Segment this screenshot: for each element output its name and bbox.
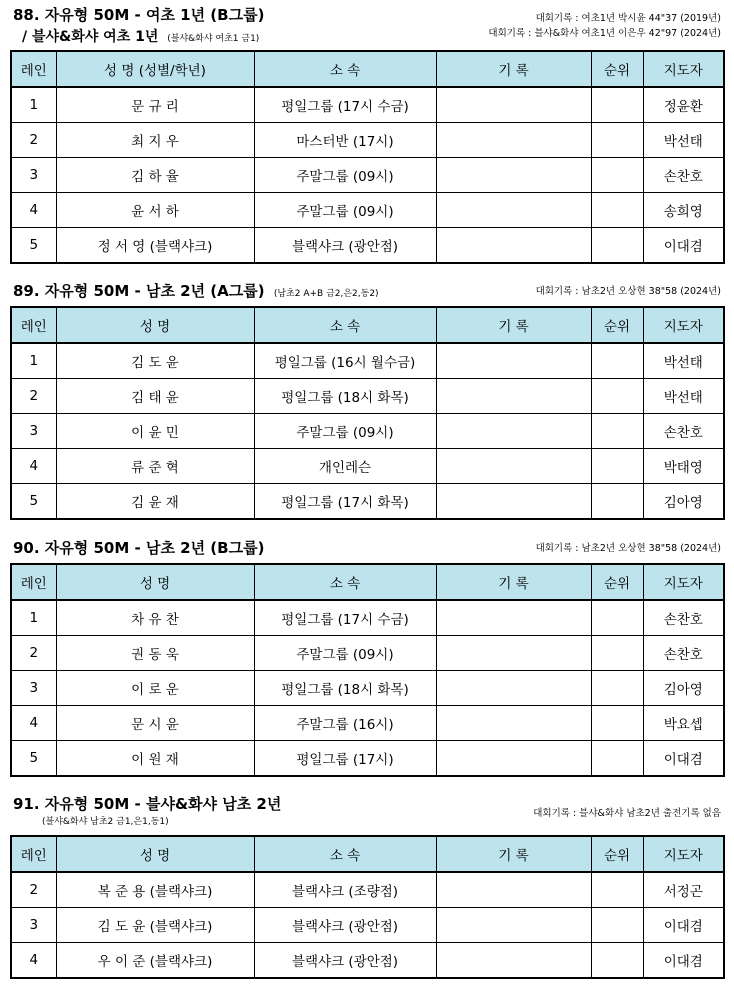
name-cell: 김 태 윤 (56, 379, 254, 414)
table-row (11, 343, 724, 379)
rank-cell (591, 379, 643, 414)
record-cell (436, 228, 591, 264)
coach-cell: 손찬호 (643, 414, 724, 449)
team-cell: 평일그룹 (18시 화목) (254, 671, 436, 706)
name-cell: 김 윤 재 (56, 484, 254, 520)
table-row (11, 600, 724, 636)
col-rank: 순위 (591, 307, 643, 343)
lane-cell: 3 (11, 908, 56, 943)
name-cell: 윤 서 하 (56, 193, 254, 228)
rank-cell (591, 414, 643, 449)
table-row (11, 379, 724, 414)
heat-table (10, 835, 725, 979)
team-cell: 블랙샤크 (조량점) (254, 872, 436, 908)
table-row (11, 872, 724, 908)
rank-cell (591, 706, 643, 741)
table-row (11, 636, 724, 671)
record-cell (436, 706, 591, 741)
coach-cell: 박선태 (643, 343, 724, 379)
coach-cell: 박선태 (643, 379, 724, 414)
event-medal-note: (블샤&화샤 남초2 금1,은1,동1) (42, 817, 169, 827)
name-cell: 문 시 윤 (56, 706, 254, 741)
record-cell (436, 414, 591, 449)
coach-cell: 박태영 (643, 449, 724, 484)
rank-cell (591, 343, 643, 379)
col-team: 소 속 (254, 51, 436, 87)
coach-cell: 이대겸 (643, 908, 724, 943)
name-cell: 김 하 율 (56, 158, 254, 193)
coach-cell: 이대겸 (643, 741, 724, 777)
record-cell (436, 600, 591, 636)
team-cell: 블랙샤크 (광안점) (254, 228, 436, 264)
team-cell: 평일그룹 (18시 화목) (254, 379, 436, 414)
record-cell (436, 343, 591, 379)
team-cell: 블랙샤크 (광안점) (254, 908, 436, 943)
event-subtitle (22, 26, 259, 46)
name-cell: 이 원 재 (56, 741, 254, 777)
coach-cell: 이대겸 (643, 943, 724, 979)
table-row (11, 228, 724, 264)
rank-cell (591, 872, 643, 908)
lane-cell: 2 (11, 636, 56, 671)
table-row (11, 158, 724, 193)
name-cell: 이 윤 민 (56, 414, 254, 449)
lane-cell: 5 (11, 228, 56, 264)
lane-cell: 4 (11, 943, 56, 979)
heat-table (10, 306, 725, 520)
team-cell: 주말그룹 (16시) (254, 706, 436, 741)
name-cell: 김 도 윤 (56, 343, 254, 379)
table-header-row (11, 564, 724, 600)
col-record: 기 록 (436, 51, 591, 87)
meet-record-1: 대회기록 : 여초1년 박시윤 44"37 (2019년) (535, 13, 721, 24)
coach-cell: 손찬호 (643, 636, 724, 671)
lane-cell: 2 (11, 379, 56, 414)
team-cell: 평일그룹 (17시) (254, 741, 436, 777)
table-header-row (11, 307, 724, 343)
record-cell (436, 484, 591, 520)
event-title: 88. 자유형 50M - 여초 1년 (B그룹) (13, 6, 265, 24)
lane-cell: 5 (11, 484, 56, 520)
rank-cell (591, 449, 643, 484)
name-cell: 문 규 리 (56, 87, 254, 123)
name-cell: 복 준 용 (블랙샤크) (56, 872, 254, 908)
col-coach: 지도자 (643, 564, 724, 600)
meet-record-1: 대회기록 : 남초2년 오상현 38"58 (2024년) (535, 543, 721, 554)
col-coach: 지도자 (643, 307, 724, 343)
name-cell: 차 유 찬 (56, 600, 254, 636)
coach-cell: 손찬호 (643, 158, 724, 193)
rank-cell (591, 484, 643, 520)
name-cell: 이 로 운 (56, 671, 254, 706)
col-rank: 순위 (591, 51, 643, 87)
lane-cell: 3 (11, 671, 56, 706)
name-cell: 우 이 준 (블랙샤크) (56, 943, 254, 979)
rank-cell (591, 741, 643, 777)
lane-cell: 2 (11, 872, 56, 908)
rank-cell (591, 600, 643, 636)
heat-table (10, 50, 725, 264)
rank-cell (591, 193, 643, 228)
lane-cell: 4 (11, 193, 56, 228)
rank-cell (591, 943, 643, 979)
col-lane: 레인 (11, 836, 56, 872)
record-cell (436, 636, 591, 671)
team-cell: 평일그룹 (16시 월수금) (254, 343, 436, 379)
record-cell (436, 193, 591, 228)
table-row (11, 671, 724, 706)
col-record: 기 록 (436, 564, 591, 600)
col-name: 성 명 (성별/학년) (56, 51, 254, 87)
team-cell: 주말그룹 (09시) (254, 636, 436, 671)
lane-cell: 5 (11, 741, 56, 777)
col-team: 소 속 (254, 564, 436, 600)
col-record: 기 록 (436, 307, 591, 343)
team-cell: 평일그룹 (17시 수금) (254, 600, 436, 636)
coach-cell: 박요셉 (643, 706, 724, 741)
table-row (11, 741, 724, 777)
col-lane: 레인 (11, 51, 56, 87)
table-row (11, 449, 724, 484)
record-cell (436, 671, 591, 706)
team-cell: 주말그룹 (09시) (254, 193, 436, 228)
rank-cell (591, 228, 643, 264)
col-name: 성 명 (56, 836, 254, 872)
rank-cell (591, 123, 643, 158)
col-team: 소 속 (254, 836, 436, 872)
event-title: 90. 자유형 50M - 남초 2년 (B그룹) (13, 539, 265, 557)
coach-cell: 김아영 (643, 484, 724, 520)
event-subtitle-note: (블샤&화샤 여초1 금1) (167, 34, 260, 44)
lane-cell: 1 (11, 343, 56, 379)
team-cell: 블랙샤크 (광안점) (254, 943, 436, 979)
name-cell: 최 지 우 (56, 123, 254, 158)
record-cell (436, 158, 591, 193)
lane-cell: 3 (11, 414, 56, 449)
table-row (11, 87, 724, 123)
coach-cell: 송희영 (643, 193, 724, 228)
lane-cell: 1 (11, 87, 56, 123)
record-cell (436, 943, 591, 979)
record-cell (436, 379, 591, 414)
lane-cell: 3 (11, 158, 56, 193)
event-title: 91. 자유형 50M - 블샤&화샤 남초 2년 (13, 795, 282, 813)
col-coach: 지도자 (643, 51, 724, 87)
rank-cell (591, 671, 643, 706)
rank-cell (591, 636, 643, 671)
lane-cell: 1 (11, 600, 56, 636)
team-cell: 마스터반 (17시) (254, 123, 436, 158)
table-row (11, 123, 724, 158)
name-cell: 류 준 혁 (56, 449, 254, 484)
team-cell: 평일그룹 (17시 화목) (254, 484, 436, 520)
table-header-row (11, 51, 724, 87)
heat-table (10, 563, 725, 777)
record-cell (436, 741, 591, 777)
event-title-note: (남초2 A+B 금2,은2,동2) (273, 289, 379, 299)
coach-cell: 이대겸 (643, 228, 724, 264)
table-row (11, 484, 724, 520)
table-header-row (11, 836, 724, 872)
record-cell (436, 449, 591, 484)
col-coach: 지도자 (643, 836, 724, 872)
col-lane: 레인 (11, 564, 56, 600)
team-cell: 주말그룹 (09시) (254, 158, 436, 193)
table-row (11, 943, 724, 979)
team-cell: 주말그룹 (09시) (254, 414, 436, 449)
col-name: 성 명 (56, 307, 254, 343)
coach-cell: 정윤환 (643, 87, 724, 123)
name-cell: 김 도 윤 (블랙샤크) (56, 908, 254, 943)
record-cell (436, 908, 591, 943)
record-cell (436, 872, 591, 908)
col-rank: 순위 (591, 564, 643, 600)
event-title (13, 280, 379, 301)
rank-cell (591, 908, 643, 943)
table-row (11, 908, 724, 943)
rank-cell (591, 87, 643, 123)
col-lane: 레인 (11, 307, 56, 343)
table-row (11, 706, 724, 741)
lane-cell: 2 (11, 123, 56, 158)
coach-cell: 김아영 (643, 671, 724, 706)
meet-record-1: 대회기록 : 남초2년 오상현 38"58 (2024년) (535, 286, 721, 297)
lane-cell: 4 (11, 706, 56, 741)
col-name: 성 명 (56, 564, 254, 600)
col-rank: 순위 (591, 836, 643, 872)
event-title-main: 89. 자유형 50M - 남초 2년 (A그룹) (13, 282, 265, 300)
coach-cell: 손찬호 (643, 600, 724, 636)
name-cell: 정 서 영 (블랙샤크) (56, 228, 254, 264)
rank-cell (591, 158, 643, 193)
meet-record-2: 대회기록 : 블샤&화샤 여초1년 이은우 42"97 (2024년) (488, 28, 721, 39)
lane-cell: 4 (11, 449, 56, 484)
table-row (11, 193, 724, 228)
table-row (11, 414, 724, 449)
event-subtitle-main: / 블샤&화샤 여초 1년 (22, 29, 159, 45)
coach-cell: 박선태 (643, 123, 724, 158)
meet-record-1: 대회기록 : 블샤&화샤 남초2년 출전기록 없음 (533, 808, 721, 819)
col-record: 기 록 (436, 836, 591, 872)
team-cell: 개인레슨 (254, 449, 436, 484)
coach-cell: 서정곤 (643, 872, 724, 908)
name-cell: 권 동 욱 (56, 636, 254, 671)
record-cell (436, 123, 591, 158)
col-team: 소 속 (254, 307, 436, 343)
record-cell (436, 87, 591, 123)
team-cell: 평일그룹 (17시 수금) (254, 87, 436, 123)
